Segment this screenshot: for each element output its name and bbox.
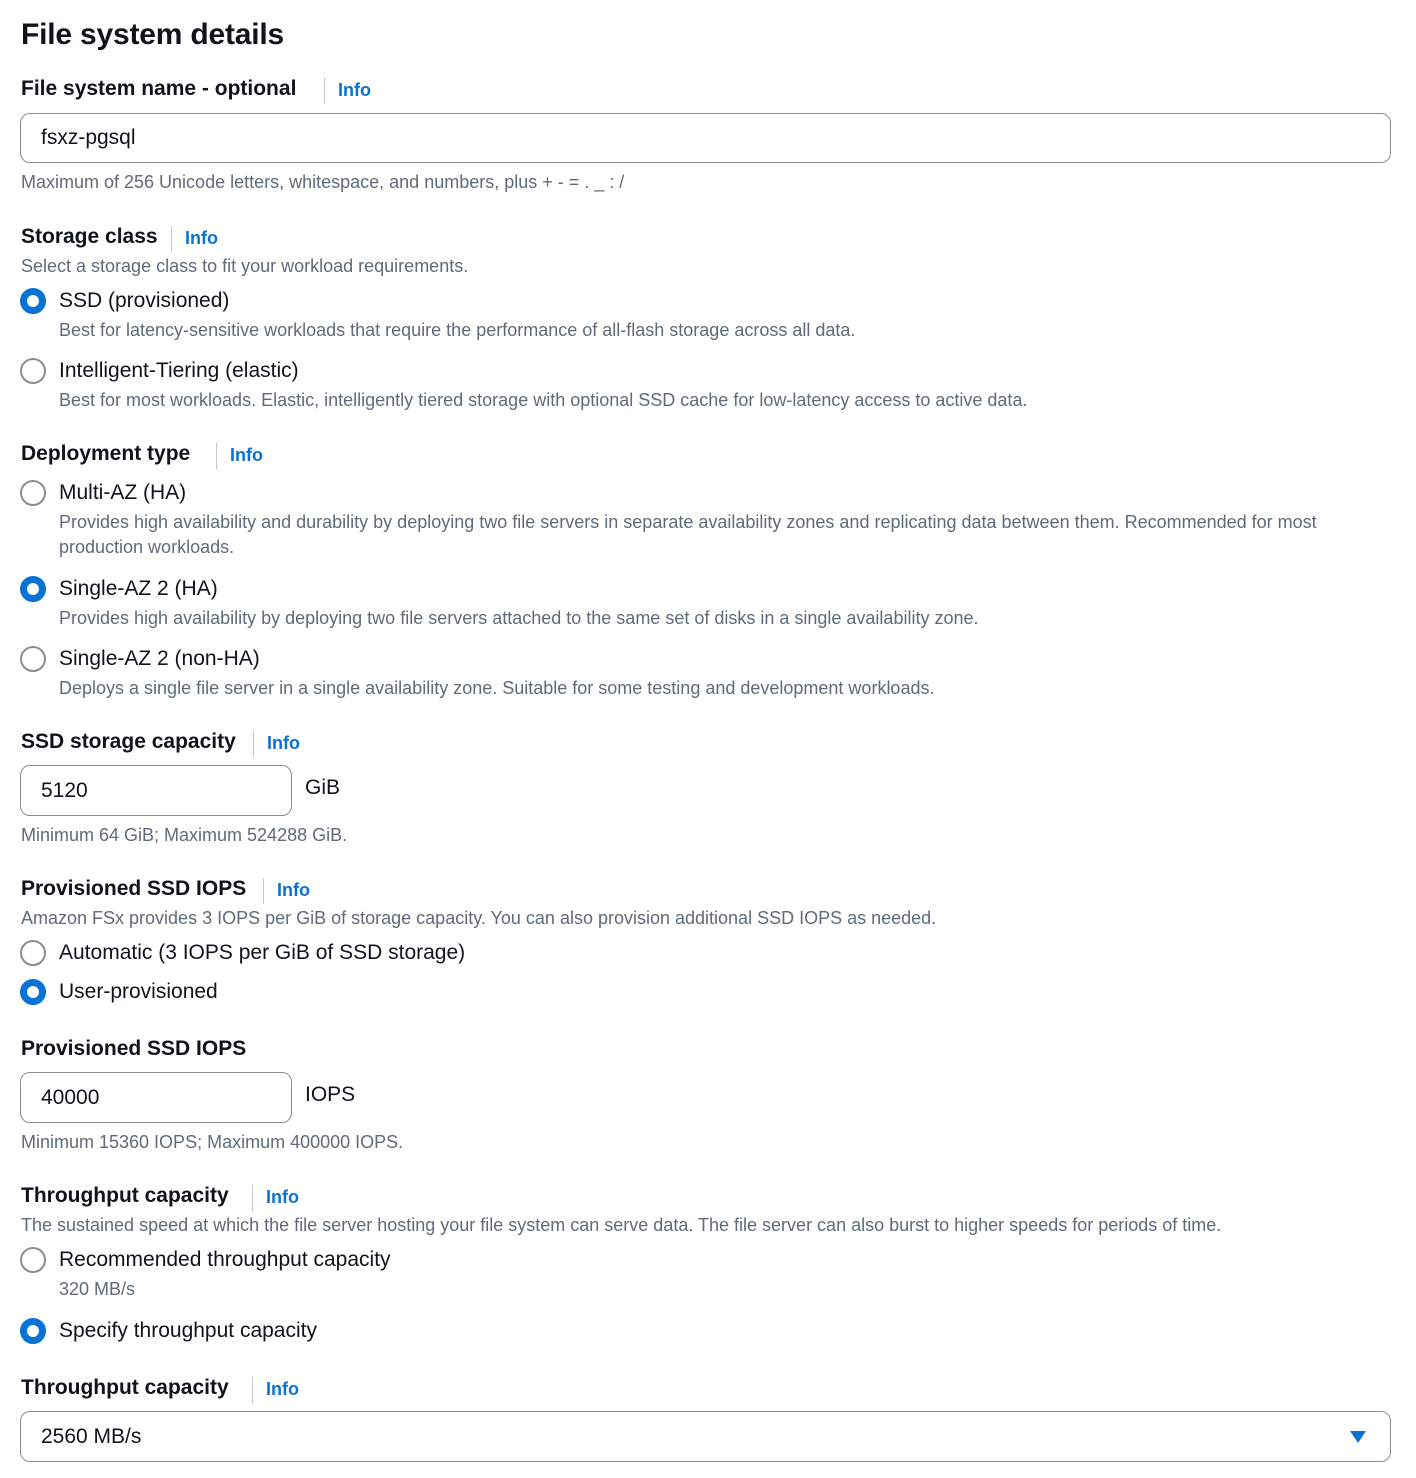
throughput-capacity-select[interactable]	[20, 1411, 1391, 1462]
throughput-recommended-radio[interactable]	[20, 1247, 46, 1273]
provisioned-iops-unit: IOPS	[305, 1083, 356, 1106]
caret-down-icon	[1350, 1431, 1366, 1443]
deployment-single-az-2-non-ha-description: Deploys a single file server in a single availability zone. Suitable for some testing and development workloads.	[59, 678, 935, 698]
deployment-multi-az-description: Provides high availability and durability by deploying two file servers in separate availability zones and replicating data between them. Recommended for most production workloads.	[59, 512, 1317, 557]
deployment-single-az-2-non-ha-radio[interactable]	[20, 646, 46, 672]
file-system-name-label: File system name - optional	[21, 77, 297, 100]
label-divider	[324, 78, 325, 104]
throughput-recommended-label[interactable]: Recommended throughput capacity	[59, 1248, 391, 1271]
storage-class-intelligent-tiering-description: Best for most workloads. Elastic, intelligently tiered storage with optional SSD cache for low-latency access to active data.	[59, 390, 1028, 410]
deployment-single-az-2-ha-label[interactable]: Single-AZ 2 (HA)	[59, 577, 218, 600]
throughput-mode-description: The sustained speed at which the file server hosting your file system can serve data. The file server can also burst to higher speeds for periods of time.	[21, 1215, 1222, 1235]
ssd-storage-capacity-info-link[interactable]: Info	[267, 733, 300, 753]
iops-automatic-label[interactable]: Automatic (3 IOPS per GiB of SSD storage)	[59, 941, 466, 964]
file-system-name-input[interactable]	[20, 113, 1391, 163]
label-divider	[252, 1185, 253, 1211]
throughput-recommended-value: 320 MB/s	[59, 1279, 136, 1299]
deployment-type-label: Deployment type	[21, 442, 191, 465]
iops-user-provisioned-radio[interactable]	[20, 979, 46, 1005]
storage-class-intelligent-tiering-radio[interactable]	[20, 358, 46, 384]
provisioned-iops-hint: Minimum 15360 IOPS; Maximum 400000 IOPS.	[21, 1132, 404, 1152]
file-system-name-value: fsxz-pgsql	[41, 126, 136, 149]
deployment-multi-az-radio[interactable]	[20, 480, 46, 506]
iops-automatic-radio[interactable]	[20, 940, 46, 966]
storage-class-ssd-radio[interactable]	[20, 288, 46, 314]
provisioned-iops-value: 40000	[41, 1085, 100, 1109]
throughput-mode-info-link[interactable]: Info	[266, 1187, 299, 1207]
storage-class-ssd-description: Best for latency-sensitive workloads that require the performance of all-flash storage across all data.	[59, 320, 856, 340]
deployment-type-info-link[interactable]: Info	[230, 445, 263, 465]
throughput-specify-label[interactable]: Specify throughput capacity	[59, 1319, 317, 1342]
throughput-mode-label: Throughput capacity	[21, 1184, 229, 1207]
provisioned-iops-info-link[interactable]: Info	[277, 880, 310, 900]
deployment-multi-az-label[interactable]: Multi-AZ (HA)	[59, 481, 187, 504]
label-divider	[263, 878, 264, 904]
label-divider	[216, 443, 217, 469]
deployment-single-az-2-ha-description: Provides high availability by deploying two file servers attached to the same set of disks in a single availability zone.	[59, 608, 979, 628]
ssd-storage-capacity-hint: Minimum 64 GiB; Maximum 524288 GiB.	[21, 825, 348, 845]
provisioned-iops-mode-label: Provisioned SSD IOPS	[21, 877, 247, 900]
deployment-single-az-2-non-ha-label[interactable]: Single-AZ 2 (non-HA)	[59, 647, 260, 670]
storage-class-description: Select a storage class to fit your workload requirements.	[21, 256, 469, 276]
ssd-storage-capacity-unit: GiB	[305, 776, 341, 799]
file-system-name-hint: Maximum of 256 Unicode letters, whitespace, and numbers, plus + - = . _ : /	[21, 172, 625, 192]
storage-class-info-link[interactable]: Info	[185, 228, 218, 248]
label-divider	[253, 731, 254, 757]
label-divider	[171, 226, 172, 252]
provisioned-iops-description: Amazon FSx provides 3 IOPS per GiB of storage capacity. You can also provision additional SSD IOPS as needed.	[21, 908, 937, 928]
page-title: File system details	[21, 18, 284, 51]
file-system-name-info-link[interactable]: Info	[338, 80, 371, 100]
deployment-single-az-2-ha-radio[interactable]	[20, 576, 46, 602]
throughput-specify-radio[interactable]	[20, 1318, 46, 1344]
label-divider	[252, 1377, 253, 1403]
throughput-capacity-selected-value: 2560 MB/s	[41, 1424, 142, 1448]
storage-class-intelligent-tiering-label[interactable]: Intelligent-Tiering (elastic)	[59, 359, 299, 382]
throughput-select-label: Throughput capacity	[21, 1376, 229, 1399]
provisioned-iops-input[interactable]	[20, 1072, 292, 1123]
iops-user-provisioned-label[interactable]: User-provisioned	[59, 980, 218, 1003]
ssd-storage-capacity-value: 5120	[41, 778, 88, 802]
storage-class-ssd-label[interactable]: SSD (provisioned)	[59, 289, 230, 312]
storage-class-label: Storage class	[21, 225, 158, 248]
provisioned-iops-value-label: Provisioned SSD IOPS	[21, 1037, 247, 1060]
throughput-select-info-link[interactable]: Info	[266, 1379, 299, 1399]
ssd-storage-capacity-label: SSD storage capacity	[21, 730, 236, 753]
ssd-storage-capacity-input[interactable]	[20, 765, 292, 816]
